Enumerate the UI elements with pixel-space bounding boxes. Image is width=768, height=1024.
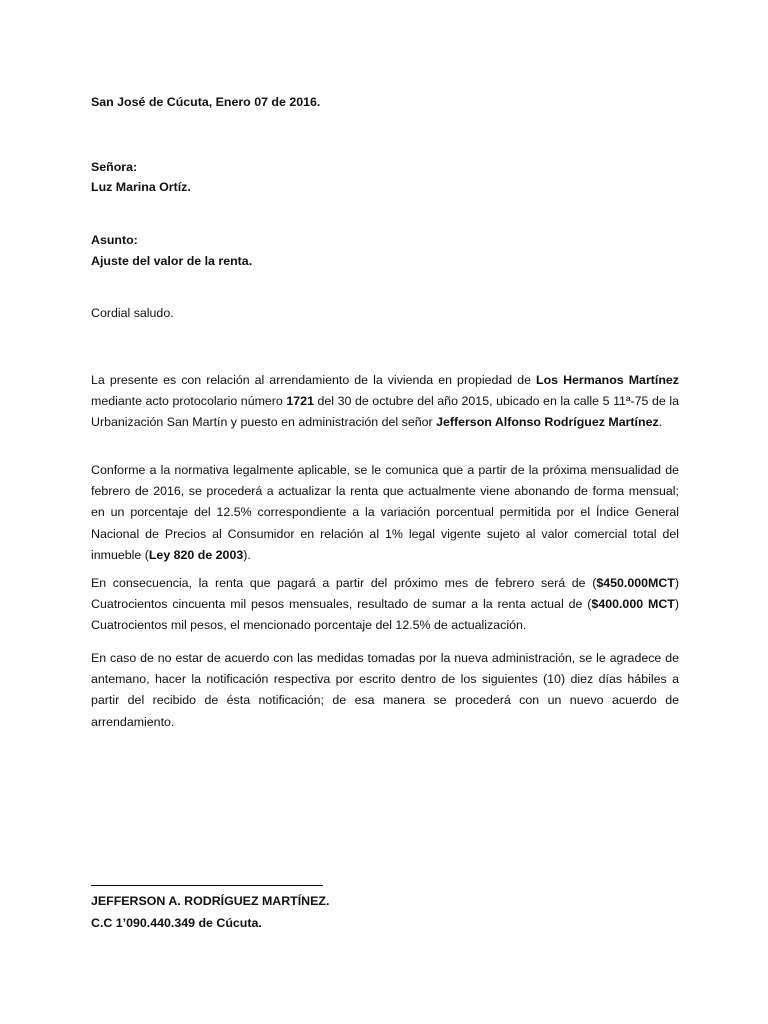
law-reference: Ley 820 de 2003 bbox=[148, 547, 244, 562]
paragraph-3-text-a: En consecuencia, la renta que pagará a partir del próximo mes de febrero será de ( bbox=[91, 576, 597, 590]
recipient-name: Luz Marina Ortíz. bbox=[91, 180, 191, 194]
signature-name: JEFFERSON A. RODRÍGUEZ MARTÍNEZ. bbox=[91, 894, 330, 908]
signature-id: C.C 1’090.440.349 de Cúcuta. bbox=[91, 916, 262, 930]
signature-line bbox=[91, 885, 323, 886]
paragraph-2-text-a: Conforme a la normativa legalmente aplicable, se le comunica que a partir de la próxima mensualidad de febrero de 2016, se procederá a actualizar la renta que actualmente viene abonando de forma mensual; en un porcentaje del 12.5% correspondiente a la variación porcentual permitida por el Índice General Nacional de Precios al Consumidor en relación al 1% legal vigente sujeto al valor comercial total del inmueble ( bbox=[91, 463, 679, 562]
paragraph-3-text-c: ) Cuatrocientos mil pesos, el mencionado porcentaje del 12.5% de actualización. bbox=[91, 597, 679, 633]
recipient-title: Señora: bbox=[91, 160, 138, 174]
current-rent-amount: $400.000 MCT bbox=[591, 597, 675, 612]
paragraph-1-text-c: del 30 de octubre del año 2015, ubicado en la calle 5 11ª-75 de la Urbanización San Martín y puesto en administración del señor bbox=[91, 394, 679, 430]
greeting: Cordial saludo. bbox=[91, 306, 174, 320]
paragraph-3-text-b: ) Cuatrocientos cincuenta mil pesos mensuales, resultado de sumar a la renta actual de ( bbox=[91, 576, 679, 612]
paragraph-2-text-b: ). bbox=[243, 547, 251, 562]
paragraph-2 bbox=[91, 460, 679, 566]
paragraph-1 bbox=[91, 370, 679, 434]
paragraph-1-text-a: La presente es con relación al arrendamiento de la vivienda en propiedad de bbox=[91, 373, 537, 387]
new-rent-amount: $450.000MCT bbox=[596, 576, 675, 590]
paragraph-1-text-b: mediante acto protocolario número bbox=[91, 394, 287, 409]
subject-label: Asunto: bbox=[91, 233, 138, 247]
paragraph-1-text-d: . bbox=[658, 415, 663, 430]
administrator-name: Jefferson Alfonso Rodríguez Martínez bbox=[436, 415, 659, 430]
paragraph-3 bbox=[91, 573, 679, 637]
paragraph-4: En caso de no estar de acuerdo con las medidas tomadas por la nueva administración, se le agradece de antemano, hacer la notificación respectiva por escrito dentro de los siguientes (10) diez días hábiles a partir del recibido de ésta notificación; de esa manera se procederá con un nuevo acuerdo de arrendamiento. bbox=[91, 651, 679, 729]
owner-name: Los Hermanos Martínez bbox=[536, 373, 679, 387]
date-line: San José de Cúcuta, Enero 07 de 2016. bbox=[91, 95, 321, 109]
deed-number: 1721 bbox=[286, 394, 314, 409]
subject-text: Ajuste del valor de la renta. bbox=[91, 254, 253, 268]
